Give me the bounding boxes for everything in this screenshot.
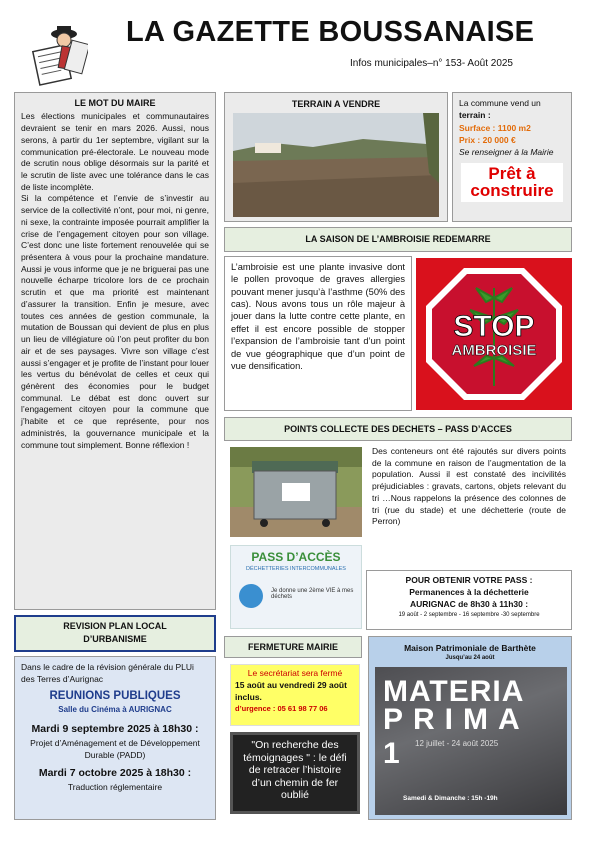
mairie-title: FERMETURE MAIRIE bbox=[224, 636, 362, 658]
pass-logo-title: PASS D’ACCÈS bbox=[251, 550, 341, 564]
terrain-contact: Se renseigner à la Mairie bbox=[459, 147, 554, 158]
plu-reunions: REUNIONS PUBLIQUES bbox=[49, 689, 181, 702]
plu-date2: Mardi 7 octobre 2025 à 18h30 : bbox=[38, 766, 192, 779]
ambroisie-paragraph: L’ambroisie est une plante invasive dont le pollen provoque de graves allergies pouvant mener jusqu’à l’asthme (50% des cas). Nous avons tous un rôle majeur à jouer dans la lutte contre cette plante, en effet il est encore possible de stopper l’expansion de l’ambroisie tant d’un point de vue géographique que d’un point de vue densification. bbox=[231, 262, 405, 371]
stop-ambroisie-sign bbox=[416, 258, 572, 410]
terrain-price: Prix : 20 000 € bbox=[459, 134, 516, 145]
pret-a-construire-stamp: Prêt à construire bbox=[461, 163, 563, 203]
materia-prima-poster bbox=[375, 667, 567, 815]
section-title: LE MOT DU MAIRE bbox=[74, 98, 156, 108]
mairie-urgence: d’urgence : 05 61 98 77 06 bbox=[235, 703, 328, 713]
pass-acces-logo bbox=[230, 545, 362, 629]
poster-line1: MATERIA bbox=[383, 675, 525, 708]
ambroisie-title: LA SAISON DE L’AMBROISIE REDEMARRE bbox=[224, 227, 572, 252]
section-title: TERRAIN A VENDRE bbox=[291, 99, 381, 109]
barthete-hours: Samedi & Dimanche : 15h -19h bbox=[403, 795, 498, 802]
poster-dates: 12 juillet - 24 août 2025 bbox=[415, 739, 499, 748]
plu-date1: Mardi 9 septembre 2025 à 18h30 : bbox=[31, 722, 199, 735]
logo bbox=[30, 20, 88, 86]
ambroisie-text: AMBROISIE bbox=[451, 342, 537, 359]
pass-logo-sub: DÉCHETTERIES INTERCOMMUNALES bbox=[246, 566, 346, 572]
plu-title: REVISION PLAN LOCAL D’URBANISME bbox=[14, 615, 216, 652]
dechets-title: POINTS COLLECTE DES DECHETS – PASS D’ACCES bbox=[224, 417, 572, 441]
stop-text: STOP bbox=[453, 310, 535, 343]
pass-info-dates: 19 août - 2 septembre - 16 septembre -30 septembre bbox=[398, 611, 540, 618]
terrain-intro: La commune vend un bbox=[459, 98, 541, 108]
globe-icon bbox=[239, 584, 263, 608]
barthete-subtitle: Jusqu’au 24 août bbox=[445, 655, 495, 661]
mairie-line2: 15 août au vendredi 29 août inclus. bbox=[235, 679, 347, 702]
editorial-paragraph: Si la compétence et l’envie de s’investir au service de la collectivité n’ont, pour moi, ni genre, ni sexe, la contrainte imposée pourrait amplifier la crise de l’engagement citoyen pour son village. C’est donc une liste fortement renouvelée qui se présentera à vous pour la prochaine mandature. Aussi je vous informe que je ne briguerai pas une nouvelle écharpe tricolore lors de ce prochain scrutin et que ma priorité est maintenant d’assurer la transition. Enfin je mesure, avec toutes ces années de gestion communale, la mutation de Boussan qui devient de plus en plus un lieu de villégiature où l’on peut profiter du bon air et de ses paysages. Vivre son village c’est aussi s’engager et je profite de l’instant pour louer les vertus du bénévolat de celles et ceux qui génèrent des économies pour le budget communal. Le débat est donc ouvert sur l’engagement citoyen pour la commune que j’habite et ce que représente, pour nos administrés, la gouvernance municipale et la commune tout simplement. Bonne réflexion ! bbox=[21, 193, 209, 450]
pass-info-box bbox=[366, 570, 572, 630]
barthete-title: Maison Patrimoniale de Barthète bbox=[404, 643, 536, 653]
container-photo bbox=[230, 447, 362, 537]
temoignages-text: "On recherche des témoignages " : le défi de retracer l’histoire d’un chemin de fer oublié bbox=[243, 739, 347, 802]
ambroisie-text-box bbox=[224, 256, 412, 411]
poster-line2: PRIMA 1 bbox=[383, 703, 529, 770]
mot-du-maire-section bbox=[14, 92, 216, 610]
pass-info-perm: Permanences à la déchetterie bbox=[409, 586, 529, 597]
terrain-surface: Surface : 1100 m2 bbox=[459, 122, 531, 133]
plu-topic1: Projet d’Aménagement et de Développement Durable (PADD) bbox=[30, 738, 200, 761]
plu-box bbox=[14, 656, 216, 820]
plu-salle: Salle du Cinéma à AURIGNAC bbox=[58, 705, 172, 715]
terrain-label: terrain : bbox=[459, 110, 491, 121]
field-photo bbox=[233, 113, 439, 217]
terrain-section bbox=[224, 92, 448, 222]
pass-info-place: AURIGNAC de 8h30 à 11h30 : bbox=[409, 598, 529, 609]
editorial-paragraph: Les élections municipales et communautaires devraient se tenir en mars 2026. Aussi, nous serons, à partir du 1er septembre, vigilant sur la communication pré-électorale. Le nouveau mode de scrutin nous oblige désormais sur la parité et le scrutin de liste avec une tolérance dans le cas de liste incomplète. bbox=[21, 111, 209, 192]
mairie-notice bbox=[230, 664, 360, 726]
dechets-paragraph: Des conteneurs ont été rajoutés sur divers points de la commune en raison de l’augmentation de la population. Aussi il est constaté des incivilités préjudiciables : gravats, cartons, objets relevant du tri …Nous rappelons la présence des colonnes de tri (rue du stade) et une déchetterie (route de Perron) bbox=[372, 446, 566, 527]
page-title: LA GAZETTE BOUSSANAISE bbox=[126, 16, 535, 48]
terrain-info bbox=[452, 92, 572, 222]
barthete-section bbox=[368, 636, 572, 820]
pass-info-title: POUR OBTENIR VOTRE PASS : bbox=[405, 575, 533, 585]
pass-logo-tag: Je donne une 2ème VIE à mes déchets bbox=[271, 588, 354, 600]
page-subtitle: Infos municipales–n° 153- Août 2025 bbox=[350, 58, 513, 69]
plu-intro: Dans le cadre de la révision générale du PLUi des Terres d’Aurignac bbox=[21, 662, 194, 685]
mairie-line1: Le secrétariat sera fermé bbox=[247, 668, 343, 678]
temoignages-banner bbox=[230, 732, 360, 814]
plu-topic2: Traduction réglementaire bbox=[67, 781, 163, 792]
dechets-text-box bbox=[366, 444, 572, 570]
